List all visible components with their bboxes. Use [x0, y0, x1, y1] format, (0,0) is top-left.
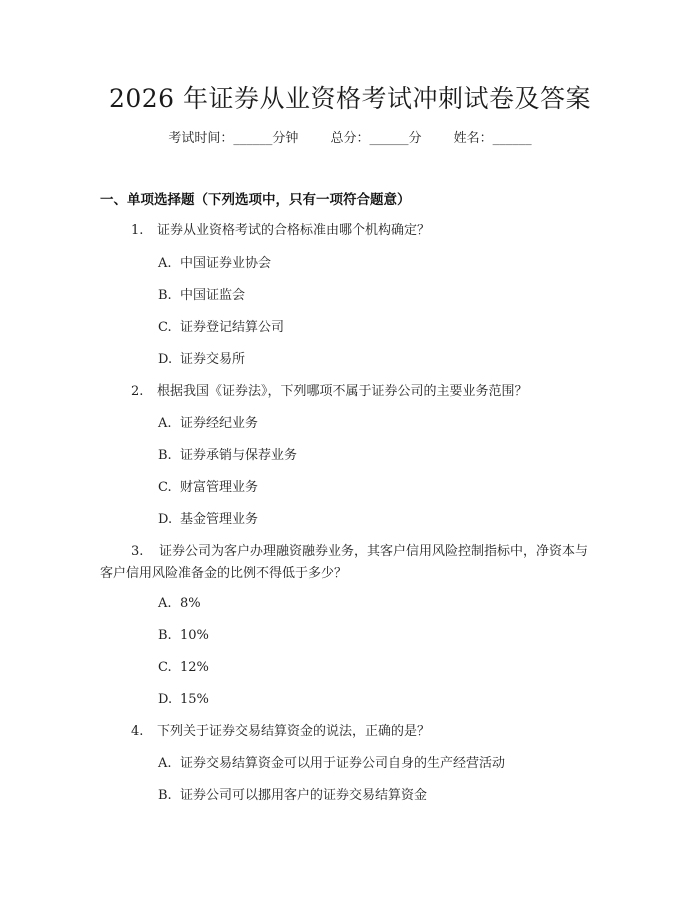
question-2-option-a — [158, 414, 258, 434]
option-letter: A. — [158, 256, 172, 271]
question-3-option-b — [158, 626, 209, 646]
option-text: 15% — [180, 692, 209, 707]
option-letter: B. — [158, 448, 172, 463]
question-text: 证券公司为客户办理融资融券业务，其客户信用风险控制指标中，净资本与客户信用风险准备金的比例不得低于多少？ — [100, 544, 589, 581]
option-text: 财富管理业务 — [180, 480, 259, 495]
option-text: 10% — [180, 628, 209, 643]
option-letter: B. — [158, 788, 172, 803]
question-2 — [131, 381, 528, 403]
option-letter: D. — [158, 352, 173, 367]
question-2-option-d — [158, 510, 258, 530]
question-number: 3. — [131, 544, 144, 559]
option-letter: C. — [158, 320, 172, 335]
option-text: 证券登记结算公司 — [180, 320, 285, 335]
question-3-option-c — [158, 658, 209, 678]
question-3 — [100, 541, 592, 585]
option-letter: A. — [158, 416, 172, 431]
question-1-option-d — [158, 350, 245, 370]
option-text: 基金管理业务 — [180, 512, 259, 527]
section-heading: 一、单项选择题（下列选项中，只有一项符合题意） — [100, 192, 411, 208]
question-number: 1. — [131, 223, 144, 238]
option-letter: B. — [158, 628, 172, 643]
exam-meta — [0, 129, 700, 149]
exam-time-field: 考试时间：______分钟 — [168, 131, 299, 146]
option-letter: B. — [158, 288, 172, 303]
question-number: 4. — [131, 724, 144, 739]
question-2-option-c — [158, 478, 258, 498]
question-3-option-d — [158, 690, 209, 710]
question-2-option-b — [158, 446, 297, 466]
exam-title: 2026 年证券从业资格考试冲刺试卷及答案 — [108, 84, 592, 113]
option-letter: A. — [158, 596, 172, 611]
option-text: 证券公司可以挪用客户的证券交易结算资金 — [180, 788, 428, 803]
question-1 — [131, 220, 430, 242]
option-text: 证券交易所 — [180, 352, 246, 367]
option-text: 12% — [180, 660, 209, 675]
option-text: 证券交易结算资金可以用于证券公司自身的生产经营活动 — [180, 756, 506, 771]
option-letter: C. — [158, 660, 172, 675]
question-text: 证券从业资格考试的合格标准由哪个机构确定？ — [157, 223, 431, 238]
question-3-option-a — [158, 594, 201, 614]
option-letter: C. — [158, 480, 172, 495]
question-text: 下列关于证券交易结算资金的说法，正确的是？ — [157, 724, 431, 739]
option-text: 中国证券业协会 — [180, 256, 272, 271]
question-1-option-c — [158, 318, 284, 338]
option-text: 证券承销与保荐业务 — [180, 448, 298, 463]
option-text: 证券经纪业务 — [180, 416, 259, 431]
option-letter: D. — [158, 692, 173, 707]
question-4-option-b — [158, 786, 427, 806]
question-1-option-b — [158, 286, 245, 306]
option-text: 中国证监会 — [180, 288, 246, 303]
question-text: 根据我国《证券法》，下列哪项不属于证券公司的主要业务范围？ — [157, 384, 528, 399]
option-letter: A. — [158, 756, 172, 771]
name-field: 姓名：______ — [453, 131, 532, 146]
option-letter: D. — [158, 512, 173, 527]
total-score-field: 总分：______分 — [330, 131, 422, 146]
question-number: 2. — [131, 384, 144, 399]
option-text: 8% — [180, 596, 201, 611]
question-4 — [131, 721, 430, 743]
question-4-option-a — [158, 754, 505, 774]
question-1-option-a — [158, 254, 271, 274]
